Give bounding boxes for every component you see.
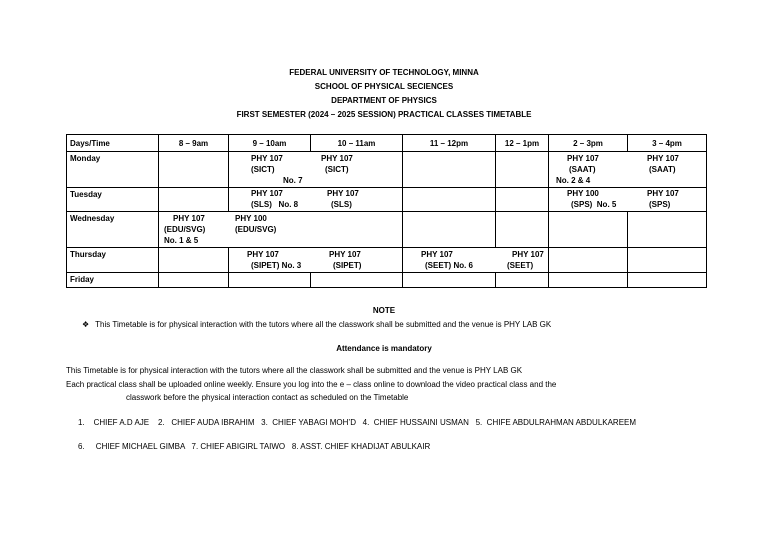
- group-number: No. 1 & 5: [164, 236, 199, 245]
- school-code: (SICT): [325, 165, 349, 174]
- table-cell: [311, 273, 403, 288]
- group-number: No. 7: [283, 176, 303, 185]
- course-code: PHY 107: [421, 250, 453, 259]
- table-cell: [628, 212, 707, 248]
- table-cell: [229, 273, 311, 288]
- timetable: [66, 134, 707, 288]
- table-cell: [159, 212, 403, 248]
- table-cell: [159, 273, 229, 288]
- table-cell: [403, 273, 496, 288]
- course-code: PHY 100: [567, 189, 599, 198]
- table-cell: [403, 212, 496, 248]
- day-label: Tuesday: [67, 188, 159, 212]
- course-code: PHY 107: [251, 154, 283, 163]
- table-row-friday: [67, 273, 707, 288]
- column-header: 12 – 1pm: [496, 135, 549, 152]
- school-code: (SAAT): [569, 165, 596, 174]
- course-code: PHY 100: [235, 214, 267, 223]
- table-row-tuesday: [67, 188, 707, 212]
- diamond-bullet-icon: ❖: [82, 320, 90, 329]
- document-header: [0, 66, 768, 122]
- table-cell: [403, 248, 549, 273]
- school-code: (SEET): [507, 261, 534, 270]
- note-text: This Timetable is for physical interaction with the tutors where all the classwork shall be submitted and the venue is PHY LAB GK: [95, 320, 552, 329]
- column-header: 2 – 3pm: [549, 135, 628, 152]
- course-code: PHY 107: [251, 189, 283, 198]
- column-header: 3 – 4pm: [628, 135, 707, 152]
- school-code: (SLS): [331, 200, 352, 209]
- column-header: 10 – 11am: [311, 135, 403, 152]
- table-cell: [496, 188, 549, 212]
- group-number: No. 2 & 4: [556, 176, 591, 185]
- school-code: (SEET) No. 6: [425, 261, 474, 270]
- day-label: Thursday: [67, 248, 159, 273]
- day-label: Monday: [67, 152, 159, 188]
- column-header: 11 – 12pm: [403, 135, 496, 152]
- day-label: Friday: [67, 273, 159, 288]
- department-name: DEPARTMENT OF PHYSICS: [331, 96, 437, 105]
- table-cell: [496, 212, 549, 248]
- table-row-wednesday: [67, 212, 707, 248]
- course-code: PHY 107: [647, 154, 679, 163]
- table-cell: [549, 188, 707, 212]
- table-cell: [549, 248, 628, 273]
- school-code: (SPS) No. 5: [571, 200, 617, 209]
- school-code: (SAAT): [649, 165, 676, 174]
- table-cell: [229, 188, 403, 212]
- table-cell: [229, 248, 403, 273]
- table-cell: [403, 188, 496, 212]
- table-cell: [628, 248, 707, 273]
- school-code: (SLS) No. 8: [251, 200, 299, 209]
- tutor-list-row: 1. CHIEF A.D AJE 2. CHIEF AUDA IBRAHIM 3. CHIEF YABAGI MOH’D 4. CHIEF HUSSAINI USMAN 5. CHIFE ABDULRAHMAN ABDULKAREEM: [78, 418, 637, 427]
- paragraph-line: This Timetable is for physical interaction with the tutors where all the classwork shall be submitted and the venue is PHY LAB GK: [66, 366, 523, 375]
- course-code: PHY 107: [321, 154, 353, 163]
- attendance-heading: Attendance is mandatory: [336, 344, 432, 353]
- table-row-thursday: [67, 248, 707, 273]
- column-header: Days/Time: [67, 135, 159, 152]
- column-header: 9 – 10am: [229, 135, 311, 152]
- table-cell: [403, 152, 496, 188]
- table-cell: [229, 152, 403, 188]
- paragraph-line: classwork before the physical interaction contact as scheduled on the Timetable: [126, 393, 409, 402]
- school-code: (SPS): [649, 200, 671, 209]
- course-code: PHY 107: [647, 189, 679, 198]
- tutor-list-row: 6. CHIEF MICHAEL GIMBA 7. CHIEF ABIGIRL TAIWO 8. ASST. CHIEF KHADIJAT ABULKAIR: [78, 442, 431, 451]
- table-cell: [549, 152, 707, 188]
- paragraph-line: Each practical class shall be uploaded online weekly. Ensure you log into the e – class online to download the video practical class and the: [66, 380, 557, 389]
- course-code: PHY 107: [329, 250, 361, 259]
- table-cell: [159, 188, 229, 212]
- table-cell: [159, 152, 229, 188]
- table-header-row: [67, 135, 707, 152]
- course-code: PHY 107: [173, 214, 205, 223]
- table-cell: [628, 273, 707, 288]
- school-code: (EDU/SVG): [164, 225, 206, 234]
- table-cell: [159, 248, 229, 273]
- course-code: PHY 107: [327, 189, 359, 198]
- day-label: Wednesday: [67, 212, 159, 248]
- table-cell: [549, 212, 628, 248]
- table-cell: [549, 273, 628, 288]
- note-title: NOTE: [372, 306, 396, 315]
- table-cell: [496, 152, 549, 188]
- course-code: PHY 107: [512, 250, 544, 259]
- school-code: (EDU/SVG): [235, 225, 277, 234]
- school-code: (SIPET) No. 3: [251, 261, 302, 270]
- course-code: PHY 107: [247, 250, 279, 259]
- school-code: (SIPET): [333, 261, 362, 270]
- timetable-title: FIRST SEMESTER (2024 – 2025 SESSION) PRACTICAL CLASSES TIMETABLE: [236, 110, 532, 119]
- course-code: PHY 107: [567, 154, 599, 163]
- note-bullet: [82, 320, 551, 329]
- column-header: 8 – 9am: [159, 135, 229, 152]
- table-cell: [496, 273, 549, 288]
- school-code: (SICT): [251, 165, 275, 174]
- university-name: FEDERAL UNIVERSITY OF TECHNOLOGY, MINNA: [289, 68, 479, 77]
- school-name: SCHOOL OF PHYSICAL SECIENCES: [314, 82, 454, 91]
- table-row-monday: [67, 152, 707, 188]
